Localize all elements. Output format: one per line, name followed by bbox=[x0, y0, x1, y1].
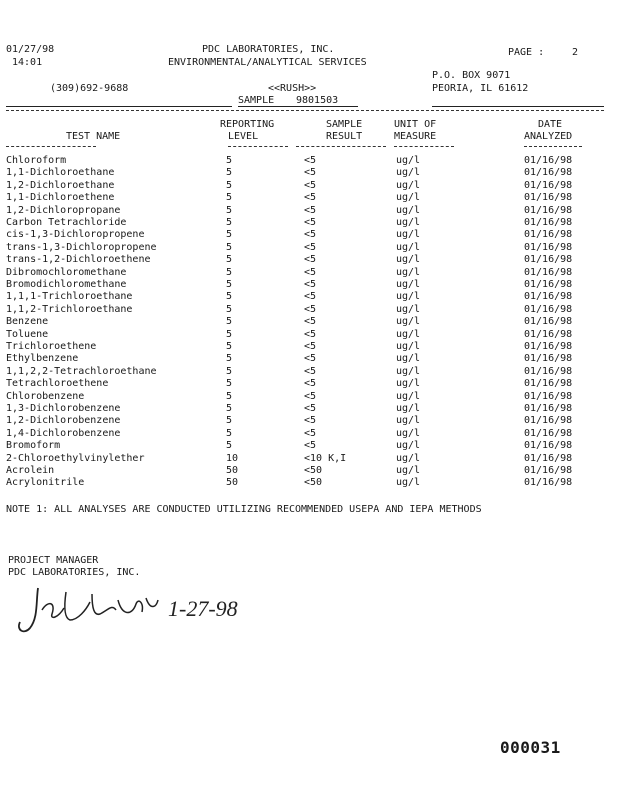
reporting-level-cell: 50 bbox=[226, 465, 239, 476]
table-row bbox=[6, 168, 596, 180]
city-address: PEORIA, IL 61612 bbox=[432, 83, 529, 94]
test-name-cell: 1,2-Dichloroethane bbox=[6, 179, 115, 191]
unit-cell: ug/l bbox=[396, 254, 421, 266]
unit-cell: ug/l bbox=[396, 452, 421, 464]
table-row bbox=[6, 305, 596, 317]
date-analyzed-cell: 01/16/98 bbox=[524, 477, 573, 489]
sample-result-cell: <5 bbox=[304, 378, 317, 390]
sample-result-cell: <5 bbox=[304, 316, 317, 328]
sample-result-cell: <5 bbox=[304, 303, 317, 315]
sample-result-cell: <5 bbox=[304, 365, 317, 377]
test-name-cell: 1,1,2,2-Tetrachloroethane bbox=[6, 365, 157, 377]
sample-result-cell: <5 bbox=[304, 192, 317, 204]
reporting-level-cell: 5 bbox=[226, 291, 233, 303]
date-analyzed-cell: 01/16/98 bbox=[524, 204, 573, 216]
date-analyzed-cell: 01/16/98 bbox=[524, 378, 573, 390]
table-row bbox=[6, 478, 596, 490]
unit-cell: ug/l bbox=[396, 365, 421, 377]
unit-cell: ug/l bbox=[396, 279, 421, 290]
date-analyzed-cell: 01/16/98 bbox=[524, 179, 573, 191]
reporting-level-cell: 5 bbox=[226, 229, 233, 241]
test-name-cell: Ethylbenzene bbox=[6, 353, 79, 365]
date-analyzed-cell: 01/16/98 bbox=[524, 192, 573, 204]
unit-cell: ug/l bbox=[396, 440, 421, 452]
date-analyzed-cell: 01/16/98 bbox=[524, 452, 573, 464]
sample-result-cell: <10 K,I bbox=[304, 452, 347, 464]
date-analyzed-cell: 01/16/98 bbox=[524, 217, 573, 228]
unit-cell: ug/l bbox=[396, 316, 421, 328]
test-name-cell: Bromoform bbox=[6, 440, 61, 452]
date-analyzed-cell: 01/16/98 bbox=[524, 229, 573, 241]
reporting-level-cell: 50 bbox=[226, 477, 239, 489]
reporting-level-cell: 5 bbox=[226, 192, 233, 204]
col-unit-2: MEASURE bbox=[394, 131, 437, 142]
test-name-cell: 1,1-Dichloroethene bbox=[6, 192, 115, 204]
reporting-level-cell: 5 bbox=[226, 353, 233, 365]
unit-cell: ug/l bbox=[396, 341, 421, 352]
methods-note: NOTE 1: ALL ANALYSES ARE CONDUCTED UTILIZING RECOMMENDED USEPA AND IEPA METHODS bbox=[6, 504, 482, 515]
unit-cell: ug/l bbox=[396, 204, 421, 216]
page-number: 2 bbox=[572, 47, 579, 58]
sample-result-cell: <5 bbox=[304, 254, 317, 266]
date-analyzed-cell: 01/16/98 bbox=[524, 279, 573, 290]
sample-result-cell: <50 bbox=[304, 465, 323, 476]
unit-cell: ug/l bbox=[396, 303, 421, 315]
sample-result-cell: <5 bbox=[304, 279, 317, 290]
date-analyzed-cell: 01/16/98 bbox=[524, 241, 573, 253]
sample-result-cell: <5 bbox=[304, 415, 317, 427]
sample-result-cell: <5 bbox=[304, 403, 317, 414]
col-rule-unit bbox=[394, 146, 454, 147]
date-analyzed-cell: 01/16/98 bbox=[524, 427, 573, 439]
header-rule-left bbox=[6, 106, 232, 107]
date-analyzed-cell: 01/16/98 bbox=[524, 403, 573, 414]
test-name-cell: Acrolein bbox=[6, 465, 55, 476]
table-row bbox=[6, 230, 596, 242]
col-rule-date bbox=[524, 146, 582, 147]
col-test-name: TEST NAME bbox=[66, 131, 121, 142]
reporting-level-cell: 5 bbox=[226, 155, 233, 166]
unit-cell: ug/l bbox=[396, 427, 421, 439]
col-result-1: SAMPLE bbox=[326, 119, 363, 130]
unit-cell: ug/l bbox=[396, 217, 421, 228]
col-reporting-2: LEVEL bbox=[228, 131, 259, 142]
table-row bbox=[6, 317, 596, 329]
table-row bbox=[6, 193, 596, 205]
test-name-cell: Acrylonitrile bbox=[6, 477, 85, 489]
col-date-2: ANALYZED bbox=[524, 131, 573, 142]
project-manager-company: PDC LABORATORIES, INC. bbox=[8, 567, 141, 578]
col-rule-result bbox=[296, 146, 386, 147]
reporting-level-cell: 5 bbox=[226, 328, 233, 340]
unit-cell: ug/l bbox=[396, 353, 421, 365]
date-analyzed-cell: 01/16/98 bbox=[524, 341, 573, 352]
reporting-level-cell: 5 bbox=[226, 415, 233, 427]
document-number: 000031 bbox=[500, 738, 561, 757]
test-name-cell: Tetrachloroethene bbox=[6, 378, 109, 390]
unit-cell: ug/l bbox=[396, 477, 421, 489]
sample-id: 9801503 bbox=[296, 95, 339, 106]
test-name-cell: Toluene bbox=[6, 328, 49, 340]
test-name-cell: Carbon Tetrachloride bbox=[6, 217, 127, 228]
col-rule-name bbox=[6, 146, 96, 147]
reporting-level-cell: 5 bbox=[226, 179, 233, 191]
sample-result-cell: <5 bbox=[304, 328, 317, 340]
project-manager-title: PROJECT MANAGER bbox=[8, 555, 99, 566]
unit-cell: ug/l bbox=[396, 266, 421, 278]
test-name-cell: 1,1-Dichloroethane bbox=[6, 167, 115, 179]
sample-result-cell: <5 bbox=[304, 241, 317, 253]
reporting-level-cell: 10 bbox=[226, 452, 239, 464]
date-analyzed-cell: 01/16/98 bbox=[524, 254, 573, 266]
unit-cell: ug/l bbox=[396, 403, 421, 414]
test-name-cell: 1,1,1-Trichloroethane bbox=[6, 291, 133, 303]
sample-result-cell: <50 bbox=[304, 477, 323, 489]
reporting-level-cell: 5 bbox=[226, 390, 233, 402]
test-name-cell: 1,2-Dichloropropane bbox=[6, 204, 121, 216]
unit-cell: ug/l bbox=[396, 291, 421, 303]
sample-result-cell: <5 bbox=[304, 353, 317, 365]
table-row bbox=[6, 416, 596, 428]
date-analyzed-cell: 01/16/98 bbox=[524, 440, 573, 452]
company-name: PDC LABORATORIES, INC. bbox=[202, 44, 335, 55]
date-analyzed-cell: 01/16/98 bbox=[524, 415, 573, 427]
reporting-level-cell: 5 bbox=[226, 440, 233, 452]
unit-cell: ug/l bbox=[396, 378, 421, 390]
sample-label: SAMPLE bbox=[238, 95, 275, 106]
table-row bbox=[6, 429, 596, 441]
date-analyzed-cell: 01/16/98 bbox=[524, 328, 573, 340]
date-analyzed-cell: 01/16/98 bbox=[524, 465, 573, 476]
unit-cell: ug/l bbox=[396, 328, 421, 340]
unit-cell: ug/l bbox=[396, 465, 421, 476]
date-analyzed-cell: 01/16/98 bbox=[524, 390, 573, 402]
date-analyzed-cell: 01/16/98 bbox=[524, 266, 573, 278]
svg-text:1-27-98: 1-27-98 bbox=[168, 596, 238, 621]
test-name-cell: Bromodichloromethane bbox=[6, 279, 127, 290]
table-row bbox=[6, 255, 596, 267]
sample-result-cell: <5 bbox=[304, 217, 317, 228]
test-name-cell: trans-1,3-Dichloropropene bbox=[6, 241, 157, 253]
date-analyzed-cell: 01/16/98 bbox=[524, 291, 573, 303]
reporting-level-cell: 5 bbox=[226, 316, 233, 328]
test-name-cell: cis-1,3-Dichloropropene bbox=[6, 229, 145, 241]
table-row bbox=[6, 441, 596, 453]
table-row bbox=[6, 379, 596, 391]
report-time: 14:01 bbox=[12, 57, 43, 68]
col-result-2: RESULT bbox=[326, 131, 363, 142]
col-date-1: DATE bbox=[538, 119, 563, 130]
unit-cell: ug/l bbox=[396, 390, 421, 402]
test-name-cell: 2-Chloroethylvinylether bbox=[6, 452, 145, 464]
reporting-level-cell: 5 bbox=[226, 403, 233, 414]
date-analyzed-cell: 01/16/98 bbox=[524, 155, 573, 166]
sample-result-cell: <5 bbox=[304, 427, 317, 439]
unit-cell: ug/l bbox=[396, 415, 421, 427]
reporting-level-cell: 5 bbox=[226, 427, 233, 439]
reporting-level-cell: 5 bbox=[226, 279, 233, 290]
sample-result-cell: <5 bbox=[304, 179, 317, 191]
unit-cell: ug/l bbox=[396, 229, 421, 241]
test-name-cell: 1,4-Dichlorobenzene bbox=[6, 427, 121, 439]
table-row bbox=[6, 466, 596, 478]
reporting-level-cell: 5 bbox=[226, 204, 233, 216]
reporting-level-cell: 5 bbox=[226, 254, 233, 266]
header-rule-right bbox=[432, 106, 604, 107]
unit-cell: ug/l bbox=[396, 241, 421, 253]
test-name-cell: trans-1,2-Dichloroethene bbox=[6, 254, 151, 266]
unit-cell: ug/l bbox=[396, 167, 421, 179]
sample-result-cell: <5 bbox=[304, 204, 317, 216]
unit-cell: ug/l bbox=[396, 155, 421, 166]
reporting-level-cell: 5 bbox=[226, 365, 233, 377]
signature-text bbox=[0, 0, 1, 1]
reporting-level-cell: 5 bbox=[226, 266, 233, 278]
reporting-level-cell: 5 bbox=[226, 217, 233, 228]
sample-result-cell: <5 bbox=[304, 341, 317, 352]
date-analyzed-cell: 01/16/98 bbox=[524, 353, 573, 365]
table-row bbox=[6, 292, 596, 304]
col-reporting-1: REPORTING bbox=[220, 119, 275, 130]
sample-result-cell: <5 bbox=[304, 229, 317, 241]
test-name-cell: Benzene bbox=[6, 316, 49, 328]
table-row bbox=[6, 354, 596, 366]
table-row bbox=[6, 454, 596, 466]
reporting-level-cell: 5 bbox=[226, 378, 233, 390]
date-analyzed-cell: 01/16/98 bbox=[524, 365, 573, 377]
test-name-cell: 1,2-Dichlorobenzene bbox=[6, 415, 121, 427]
date-analyzed-cell: 01/16/98 bbox=[524, 303, 573, 315]
table-row bbox=[6, 342, 596, 354]
date-analyzed-cell: 01/16/98 bbox=[524, 167, 573, 179]
sample-result-cell: <5 bbox=[304, 390, 317, 402]
test-name-cell: Chlorobenzene bbox=[6, 390, 85, 402]
sample-result-cell: <5 bbox=[304, 167, 317, 179]
test-name-cell: Chloroform bbox=[6, 155, 67, 166]
sample-result-cell: <5 bbox=[304, 291, 317, 303]
reporting-level-cell: 5 bbox=[226, 341, 233, 352]
phone-number: (309)692-9688 bbox=[50, 83, 129, 94]
test-name-cell: 1,3-Dichlorobenzene bbox=[6, 403, 121, 414]
reporting-level-cell: 5 bbox=[226, 303, 233, 315]
date-analyzed-cell: 01/16/98 bbox=[524, 316, 573, 328]
reporting-level-cell: 5 bbox=[226, 241, 233, 253]
rush-label: <<RUSH>> bbox=[268, 83, 317, 94]
sample-result-cell: <5 bbox=[304, 266, 317, 278]
reporting-level-cell: 5 bbox=[226, 167, 233, 179]
unit-cell: ug/l bbox=[396, 179, 421, 191]
header-rule-sample bbox=[238, 106, 358, 107]
col-unit-1: UNIT OF bbox=[394, 119, 437, 130]
page-label: PAGE : bbox=[508, 47, 545, 58]
report-date: 01/27/98 bbox=[6, 44, 55, 55]
col-rule-level bbox=[228, 146, 288, 147]
po-box: P.O. BOX 9071 bbox=[432, 70, 511, 81]
header-dashed-rule bbox=[6, 110, 604, 111]
test-name-cell: Trichloroethene bbox=[6, 341, 97, 352]
signature bbox=[8, 580, 248, 640]
unit-cell: ug/l bbox=[396, 192, 421, 204]
sample-result-cell: <5 bbox=[304, 155, 317, 166]
test-name-cell: 1,1,2-Trichloroethane bbox=[6, 303, 133, 315]
sample-result-cell: <5 bbox=[304, 440, 317, 452]
test-name-cell: Dibromochloromethane bbox=[6, 266, 127, 278]
division-name: ENVIRONMENTAL/ANALYTICAL SERVICES bbox=[168, 57, 367, 68]
